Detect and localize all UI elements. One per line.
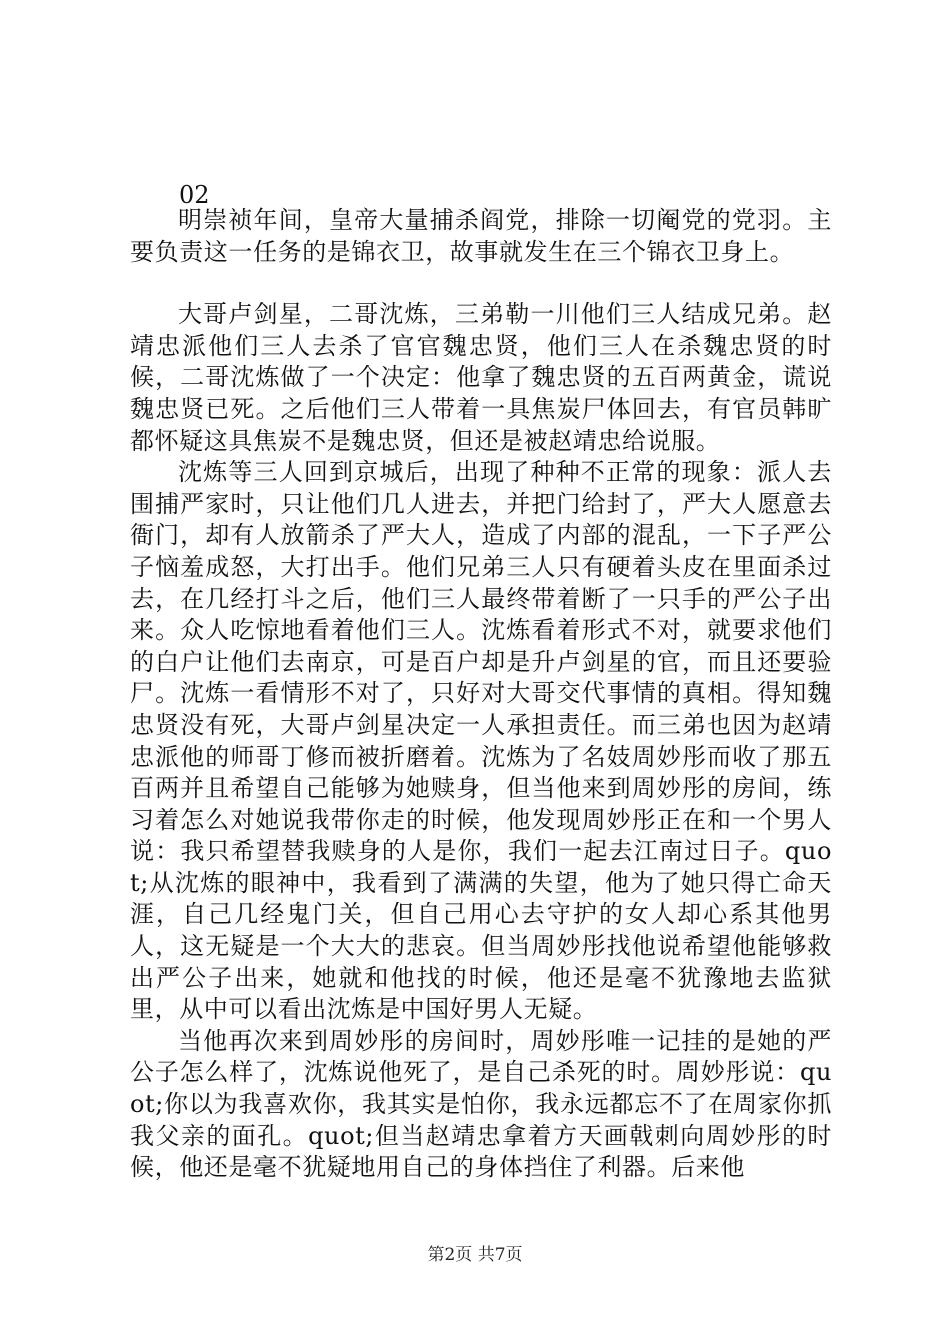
paragraph-1: 明崇祯年间，皇帝大量捕杀阎党，排除一切阉党的党羽。主要负责这一任务的是锦衣卫，故事就发生在三个锦衣卫身上。 <box>130 206 832 266</box>
document-body <box>130 205 832 1184</box>
page-footer: 第2页 共7页 <box>427 1245 523 1265</box>
paragraph-3: 沈炼等三人回到京城后，出现了种种不正常的现象：派人去围捕严家时，只让他们几人进去，并把门给封了，严大人愿意去衙门，却有人放箭杀了严大人，造成了内部的混乱，一下子严公子恼羞成怒，大打出手。他们兄弟三人只有硬着头皮在里面杀过去，在几经打斗之后，他们三人最终带着断了一只手的严公子出来。众人吃惊地看着他们三人。沈炼看着形式不对，就要求他们的白户让他们去南京，可是百户却是升卢剑星的官，而且还要验尸。沈炼一看情形不对了，只好对大哥交代事情的真相。得知魏忠贤没有死，大哥卢剑星决定一人承担责任。而三弟也因为赵靖忠派他的师哥丁修而被折磨着。沈炼为了名妓周妙彤而收了那五百两并且希望自己能够为她赎身，但当他来到周妙彤的房间，练习着怎么对她说我带你走的时候，他发现周妙彤正在和一个男人说：我只希望替我赎身的人是你，我们一起去江南过日子。quot;从沈炼的眼神中，我看到了满满的失望，他为了她只得亡命天涯，自己几经鬼门关，但自己用心去守护的女人却心系其他男人，这无疑是一个大大的悲哀。但当周妙彤找他说希望他能够救出严公子出来，她就和他找的时候，他还是毫不犹豫地去监狱里，从中可以看出沈炼是中国好男人无疑。 <box>130 458 832 1024</box>
paragraph-4: 当他再次来到周妙彤的房间时，周妙彤唯一记挂的是她的严公子怎么样了，沈炼说他死了，是自己杀死的时。周妙彤说：quot;你以为我喜欢你，我其实是怕你，我永远都忘不了在周家你抓我父亲的面孔。quot;但当赵靖忠拿着方天画戟刺向周妙彤的时候，他还是毫不犹疑地用自己的身体挡住了利器。后来他 <box>130 1026 832 1182</box>
section-marker: 02 <box>179 181 210 209</box>
paragraph-2: 大哥卢剑星，二哥沈炼，三弟勒一川他们三人结成兄弟。赵靖忠派他们三人去杀了官官魏忠贤，他们三人在杀魏忠贤的时候，二哥沈炼做了一个决定：他拿了魏忠贤的五百两黄金，谎说魏忠贤已死。之后他们三人带着一具焦炭尸体回去，有官员韩旷都怀疑这具焦炭不是魏忠贤，但还是被赵靖忠给说服。 <box>130 300 832 455</box>
